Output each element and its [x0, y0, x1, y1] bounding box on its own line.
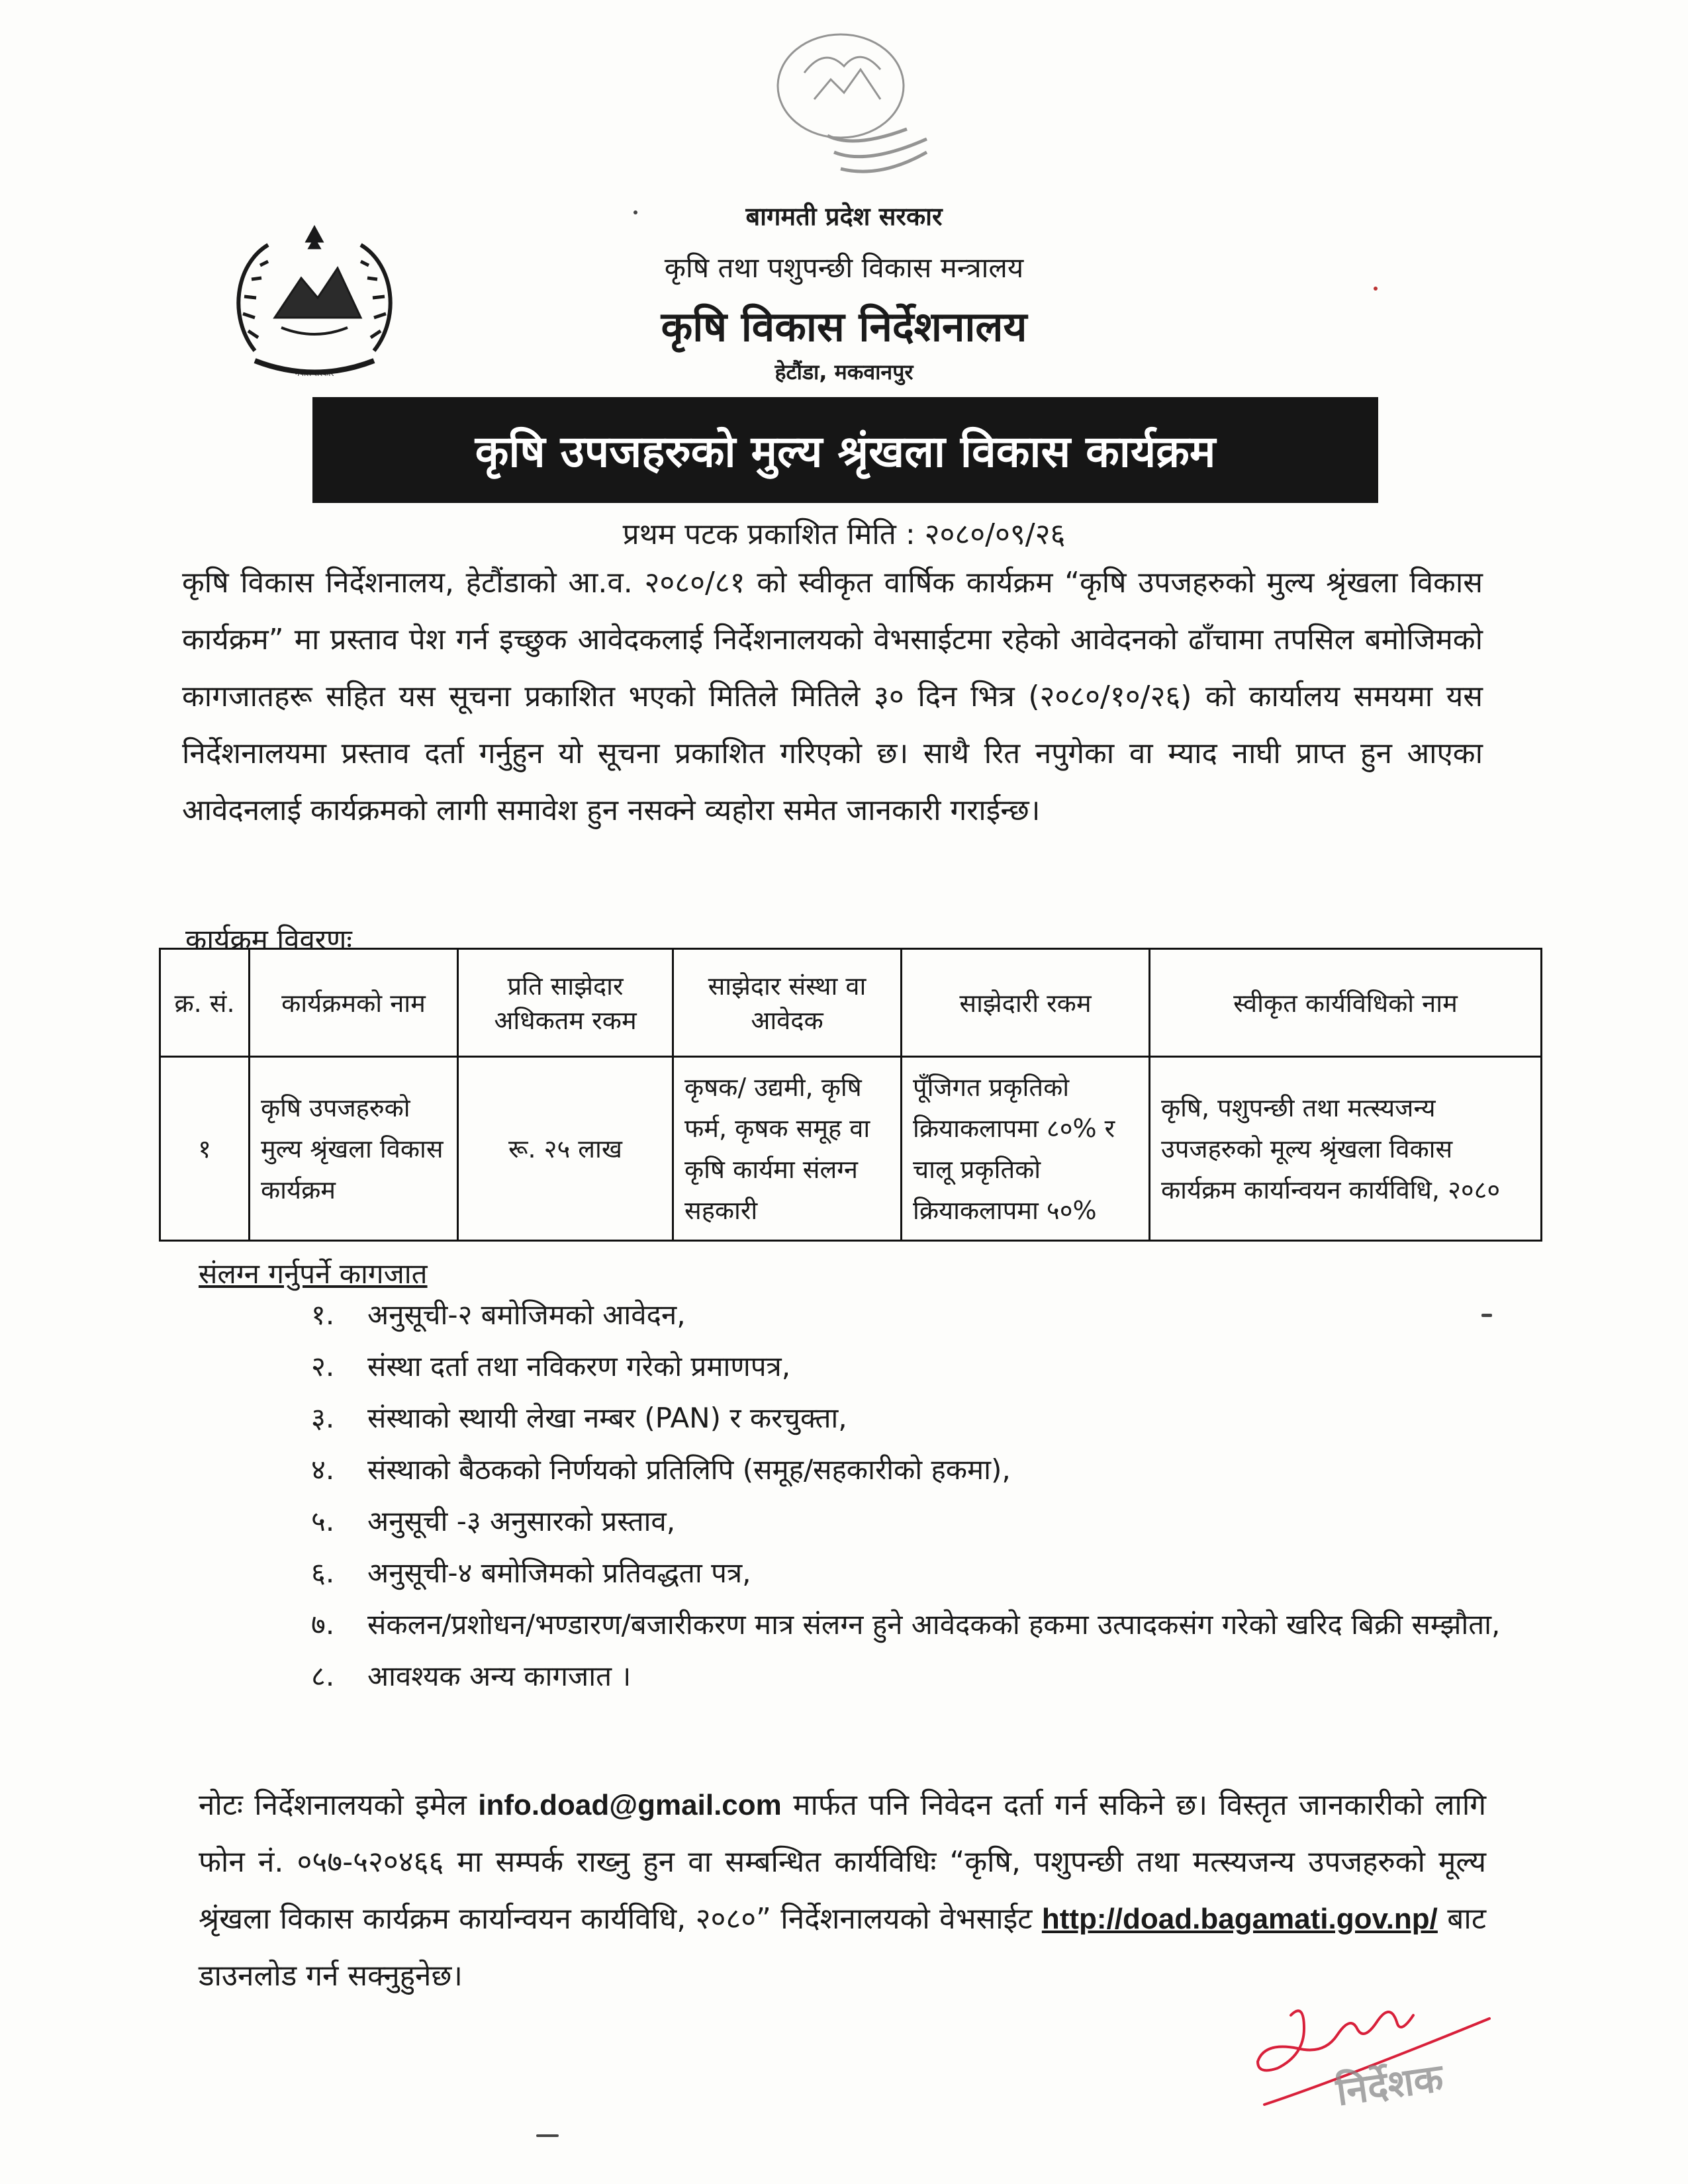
item-text: संकलन/प्रशोधन/भण्डारण/बजारीकरण मात्र संलग्न हुने आवेदकको हकमा उत्पादकसंग गरेको खरिद बिक्री सम्झौता, — [367, 1608, 1501, 1641]
office-seal-stamp — [741, 20, 960, 192]
emblem-caption: नेपाल सरकार — [295, 369, 334, 378]
cell-procedure: कृषि, पशुपन्छी तथा मत्स्यजन्य उपजहरुको मूल्य श्रृंखला विकास कार्यक्रम कार्यान्वयन कार्यविधि, २०८० — [1150, 1057, 1542, 1241]
office-name: कृषि विकास निर्देशनालय — [661, 302, 1027, 351]
contact-email-link[interactable]: info.doad@gmail.com — [478, 1789, 782, 1821]
item-number: ८. — [311, 1660, 335, 1692]
list-item — [311, 1599, 1516, 1651]
scan-speck — [633, 210, 637, 214]
scan-speck — [1481, 1314, 1492, 1317]
signature-name: निर्देशक — [1333, 2055, 1446, 2115]
cell-max-amount: रू. २५ लाख — [458, 1057, 673, 1241]
item-number: ६. — [311, 1557, 335, 1589]
note-text-2: मार्फत पनि निवेदन दर्ता गर्न सकिने छ। विस्तृत जानकारीको लागि फोन नं. ०५७-५२०४६६ मा सम्पर्क राख्नु हुन वा सम्बन्धित कार्यविधिः “कृषि, पशुपन्छी तथा मत्स्यजन्य उपजहरुको मूल्य श्रृंखला विकास कार्यक्रम कार्यान्वयन कार्यविधि, २०८०” निर्देशनालयको वेभसाईट — [199, 1788, 1486, 1936]
list-item — [311, 1392, 1516, 1444]
scan-speck — [536, 2134, 559, 2137]
col-header-partner: साझेदार संस्था वा आवेदक — [673, 949, 902, 1057]
col-header-procedure: स्वीकृत कार्यविधिको नाम — [1150, 949, 1542, 1057]
item-number: १. — [311, 1298, 335, 1331]
signature-stamp — [1244, 1989, 1523, 2121]
note-text-1: नोटः निर्देशनालयको इमेल — [199, 1788, 479, 1822]
website-link[interactable]: http://doad.bagamati.gov.np/ — [1041, 1903, 1438, 1935]
notice-paragraph: कृषि विकास निर्देशनालय, हेटौंडाको आ.व. २०८०/८१ को स्वीकृत वार्षिक कार्यक्रम “कृषि उपजहरुको मुल्य श्रृंखला विकास कार्यक्रम” मा प्रस्ताव पेश गर्न इच्छुक आवेदकलाई निर्देशनालयको वेभसाईटमा रहेको आवेदनको ढाँचामा तपसिल बमोजिमको कागजातहरू सहित यस सूचना प्रकाशित भएको मितिले मितिले ३० दिन भित्र (२०८०/१०/२६) को कार्यालय समयमा यस निर्देशनालयमा प्रस्ताव दर्ता गर्नुहुन यो सूचना प्रकाशित गरिएको छ। साथै रित नपुगेका वा म्याद नाघी प्राप्त हुन आएका आवेदनलाई कार्यक्रमको लागी समावेश हुन नसक्ने व्यहोरा समेत जानकारी गराईन्छ। — [182, 566, 1483, 827]
list-item — [311, 1496, 1516, 1547]
item-text: संस्थाको स्थायी लेखा नम्बर (PAN) र करचुक्ता, — [367, 1402, 847, 1434]
item-number: ५. — [311, 1505, 335, 1537]
item-text: आवश्यक अन्य कागजात । — [367, 1660, 632, 1692]
list-item — [311, 1341, 1516, 1392]
item-text: अनुसूची-२ बमोजिमको आवेदन, — [367, 1298, 686, 1331]
item-text: संस्थाको बैठकको निर्णयको प्रतिलिपि (समूह/सहकारीको हकमा), — [367, 1453, 1011, 1486]
cell-share: पूँजिगत प्रकृतिको क्रियाकलापमा ८०% र चालू प्रकृतिको क्रियाकलापमा ५०% — [902, 1057, 1150, 1241]
required-documents-list — [311, 1289, 1516, 1702]
required-documents-heading: संलग्न गर्नुपर्ने कागजात — [199, 1257, 428, 1290]
list-item — [311, 1651, 1516, 1702]
col-header-share: साझेदारी रकम — [902, 949, 1150, 1057]
table-row — [160, 1057, 1542, 1241]
cell-sn: १ — [160, 1057, 250, 1241]
notice-title-banner — [312, 397, 1378, 503]
office-address: हेटौंडा, मकवानपुर — [774, 359, 914, 385]
program-details-heading: कार्यक्रम विवरणः — [185, 923, 352, 956]
govt-name: बागमती प्रदेश सरकार — [745, 202, 943, 231]
item-text: अनुसूची-४ बमोजिमको प्रतिवद्धता पत्र, — [367, 1557, 751, 1589]
cell-partner: कृषक/ उद्यमी, कृषि फर्म, कृषक समूह वा कृषि कार्यमा संलग्न सहकारी — [673, 1057, 902, 1241]
cell-program-name: कृषि उपजहरुको मुल्य श्रृंखला विकास कार्यक्रम — [250, 1057, 458, 1241]
item-number: ४. — [311, 1453, 335, 1486]
note-paragraph — [199, 1777, 1486, 2005]
table-header-row — [160, 949, 1542, 1057]
item-text: अनुसूची -३ अनुसारको प्रस्ताव, — [367, 1505, 676, 1537]
list-item — [311, 1289, 1516, 1341]
list-item — [311, 1444, 1516, 1496]
publish-date: प्रथम पटक प्रकाशित मिति : २०८०/०९/२६ — [622, 518, 1066, 551]
note-text-3: बाट डाउनलोड गर्न सक्नुहुनेछ। — [199, 1902, 1486, 1993]
item-number: २. — [311, 1350, 335, 1383]
col-header-sn: क्र. सं. — [160, 949, 250, 1057]
ministry-name: कृषि तथा पशुपन्छी विकास मन्त्रालय — [664, 251, 1024, 284]
list-item — [311, 1547, 1516, 1599]
col-header-program-name: कार्यक्रमको नाम — [250, 949, 458, 1057]
item-text: संस्था दर्ता तथा नविकरण गरेको प्रमाणपत्र, — [367, 1350, 791, 1383]
program-details-table — [159, 948, 1542, 1242]
banner-title: कृषि उपजहरुको मुल्य श्रृंखला विकास कार्यक्रम — [475, 426, 1216, 477]
item-number: ७. — [311, 1608, 335, 1641]
scan-speck — [1374, 287, 1378, 291]
item-number: ३. — [311, 1402, 335, 1434]
col-header-max-amount: प्रति साझेदार अधिकतम रकम — [458, 949, 673, 1057]
